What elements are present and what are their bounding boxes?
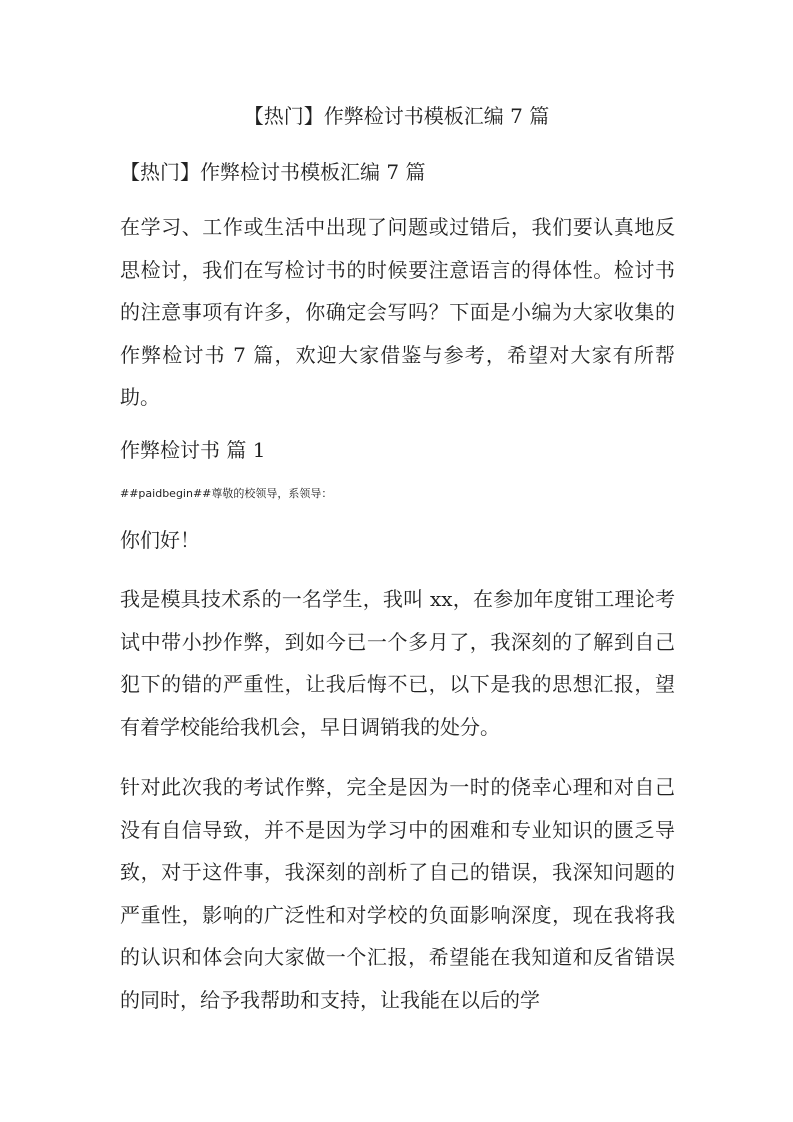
body-paragraph-1: 我是模具技术系的一名学生，我叫 xx，在参加年度钳工理论考试中带小抄作弊，到如今已一个多月了，我深刻的了解到自己犯下的错的严重性，让我后悔不已，以下是我的思想汇报，望有着学校能给我机会，早日调销我的处分。 [120, 587, 675, 739]
section-heading: 作弊检讨书 篇 1 [120, 438, 266, 462]
greeting: 你们好！ [120, 528, 200, 552]
salutation-line: ##paidbegin##尊敬的校领导，系领导： [120, 487, 333, 500]
document-title: 【热门】作弊检讨书模板汇编 7 篇 [243, 104, 550, 128]
body-paragraph-2: 针对此次我的考试作弊，完全是因为一时的侥幸心理和对自己没有自信导致，并不是因为学习中的困难和专业知识的匮乏导致，对于这件事，我深刻的剖析了自己的错误，我深知问题的严重性，影响的广泛性和对学校的负面影响深度，现在我将我的认识和体会向大家做一个汇报，希望能在我知道和反省错误的同时，给予我帮助和支持，让我能在以后的学 [120, 775, 675, 1012]
intro-paragraph: 在学习、工作或生活中出现了问题或过错后，我们要认真地反思检讨，我们在写检讨书的时候要注意语言的得体性。检讨书的注意事项有许多，你确定会写吗？下面是小编为大家收集的作弊检讨书 7 篇，欢迎大家借鉴与参考，希望对大家有所帮助。 [120, 215, 675, 410]
document-subtitle: 【热门】作弊检讨书模板汇编 7 篇 [120, 160, 426, 184]
